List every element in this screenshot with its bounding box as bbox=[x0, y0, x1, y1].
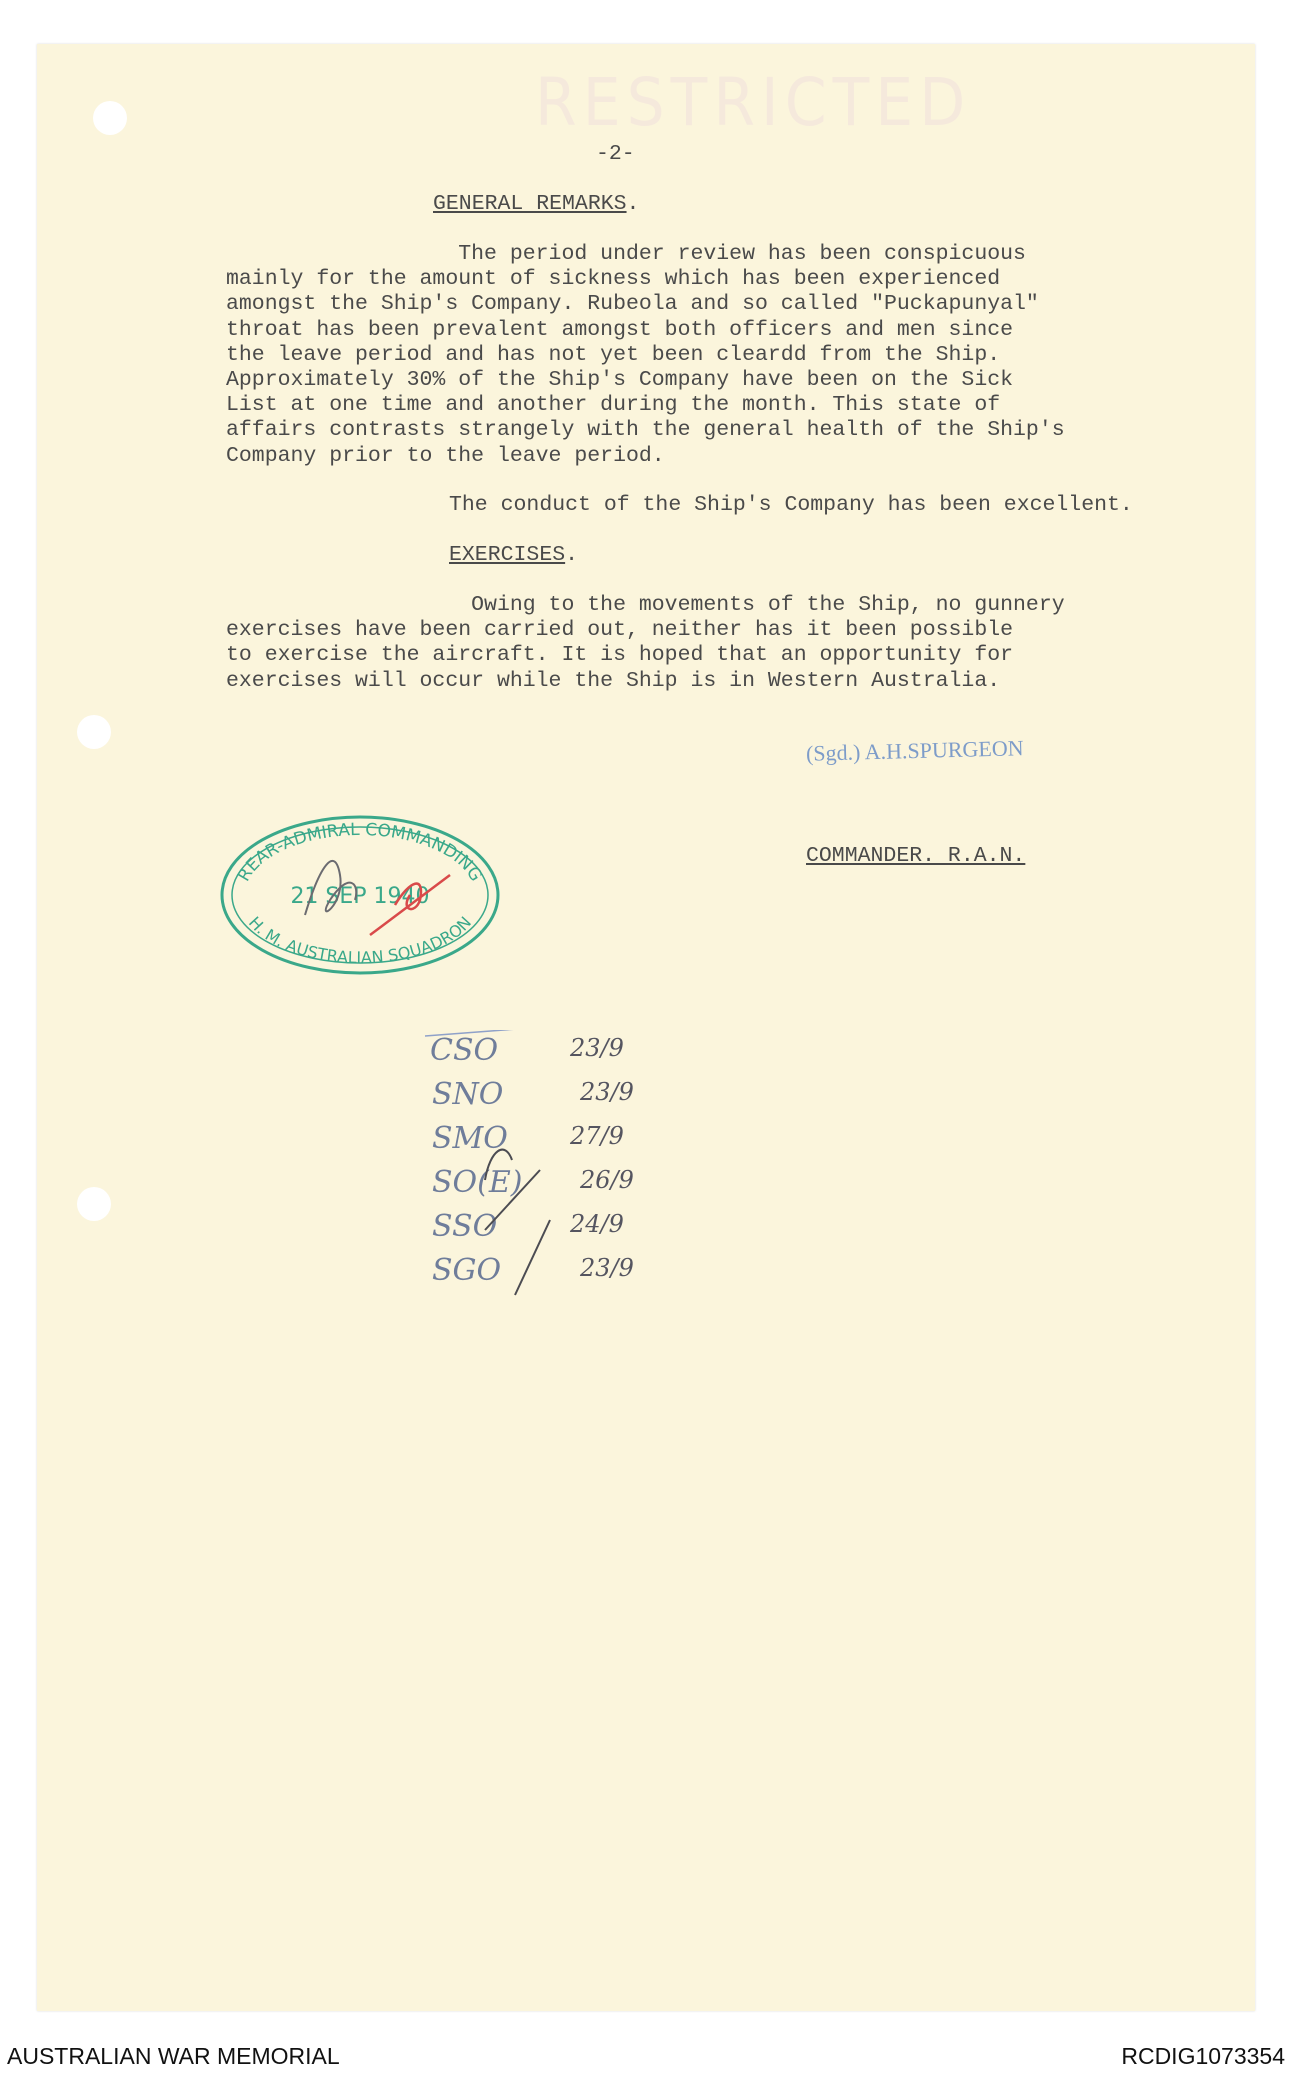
footer-right: RCDIG1073354 bbox=[1121, 2043, 1285, 2069]
general-remarks-line: mainly for the amount of sickness which has been experienced bbox=[226, 267, 1001, 292]
routing-office: CSO bbox=[430, 1033, 499, 1068]
exercises-line: exercises will occur while the Ship is in Western Australia. bbox=[226, 668, 1001, 693]
page-number: -2- bbox=[596, 142, 635, 166]
heading-text: GENERAL REMARKS bbox=[433, 192, 627, 216]
punch-hole bbox=[93, 101, 127, 135]
general-remarks-line: The period under review has been conspicuous bbox=[226, 242, 1026, 266]
general-remarks-heading bbox=[433, 192, 639, 217]
general-remarks-paragraph bbox=[226, 242, 1065, 469]
footer-left: AUSTRALIAN WAR MEMORIAL bbox=[7, 2043, 340, 2069]
general-remarks-line: Company prior to the leave period. bbox=[226, 443, 665, 468]
routing-initials-date: 23/9 bbox=[580, 1078, 634, 1106]
exercises-line: exercises have been carried out, neither has it been possible bbox=[226, 618, 1014, 643]
stamp-top-text: REAR-ADMIRAL COMMANDING bbox=[234, 819, 486, 886]
general-remarks-line: amongst the Ship's Company. Rubeola and so called "Puckapunyal" bbox=[226, 292, 1039, 317]
exercises-paragraph bbox=[226, 593, 1065, 694]
general-remarks-line: affairs contrasts strangely with the general health of the Ship's bbox=[226, 418, 1065, 443]
routing-initials-date: 26/9 bbox=[580, 1166, 634, 1194]
general-remarks-line: List at one time and another during the month. This state of bbox=[226, 393, 1001, 418]
routing-initials-date: 23/9 bbox=[580, 1254, 634, 1282]
signatory-rank: COMMANDER. R.A.N. bbox=[806, 844, 1026, 868]
general-remarks-line: Approximately 30% of the Ship's Company have been on the Sick bbox=[226, 368, 1014, 393]
routing-office: SGO bbox=[432, 1253, 502, 1288]
handwritten-routing bbox=[420, 1030, 700, 1320]
punch-hole bbox=[77, 715, 111, 749]
heading-punct: . bbox=[565, 543, 579, 567]
restricted-watermark: RESTRICTED bbox=[535, 64, 972, 142]
routing-office: SMO bbox=[432, 1121, 508, 1156]
routing-initials-date: 27/9 bbox=[570, 1122, 624, 1150]
exercises-heading bbox=[449, 543, 578, 568]
general-remarks-line: throat has been prevalent amongst both officers and men since bbox=[226, 317, 1014, 342]
heading-punct: . bbox=[626, 192, 640, 216]
routing-office: SO(E) bbox=[432, 1165, 523, 1200]
punch-hole bbox=[77, 1187, 111, 1221]
routing-initials-date: 24/9 bbox=[570, 1210, 624, 1238]
routing-office: SNO bbox=[432, 1077, 504, 1112]
signature-stamp: (Sgd.) A.H.SPURGEON bbox=[805, 735, 1024, 766]
stamp-bottom-text: H. M. AUSTRALIAN SQUADRON bbox=[244, 912, 476, 968]
routing-initials-date: 23/9 bbox=[570, 1034, 624, 1062]
general-remarks-line: the leave period and has not yet been cleardd from the Ship. bbox=[226, 342, 1001, 367]
received-stamp bbox=[210, 805, 510, 985]
heading-text: EXERCISES bbox=[449, 543, 566, 567]
conduct-paragraph: The conduct of the Ship's Company has been excellent. bbox=[449, 493, 1133, 517]
stamp-date: 21 SEP 1940 bbox=[290, 884, 430, 909]
routing-office: SSO bbox=[432, 1209, 498, 1244]
exercises-line: Owing to the movements of the Ship, no gunnery bbox=[226, 593, 1065, 617]
exercises-line: to exercise the aircraft. It is hoped that an opportunity for bbox=[226, 643, 1014, 668]
